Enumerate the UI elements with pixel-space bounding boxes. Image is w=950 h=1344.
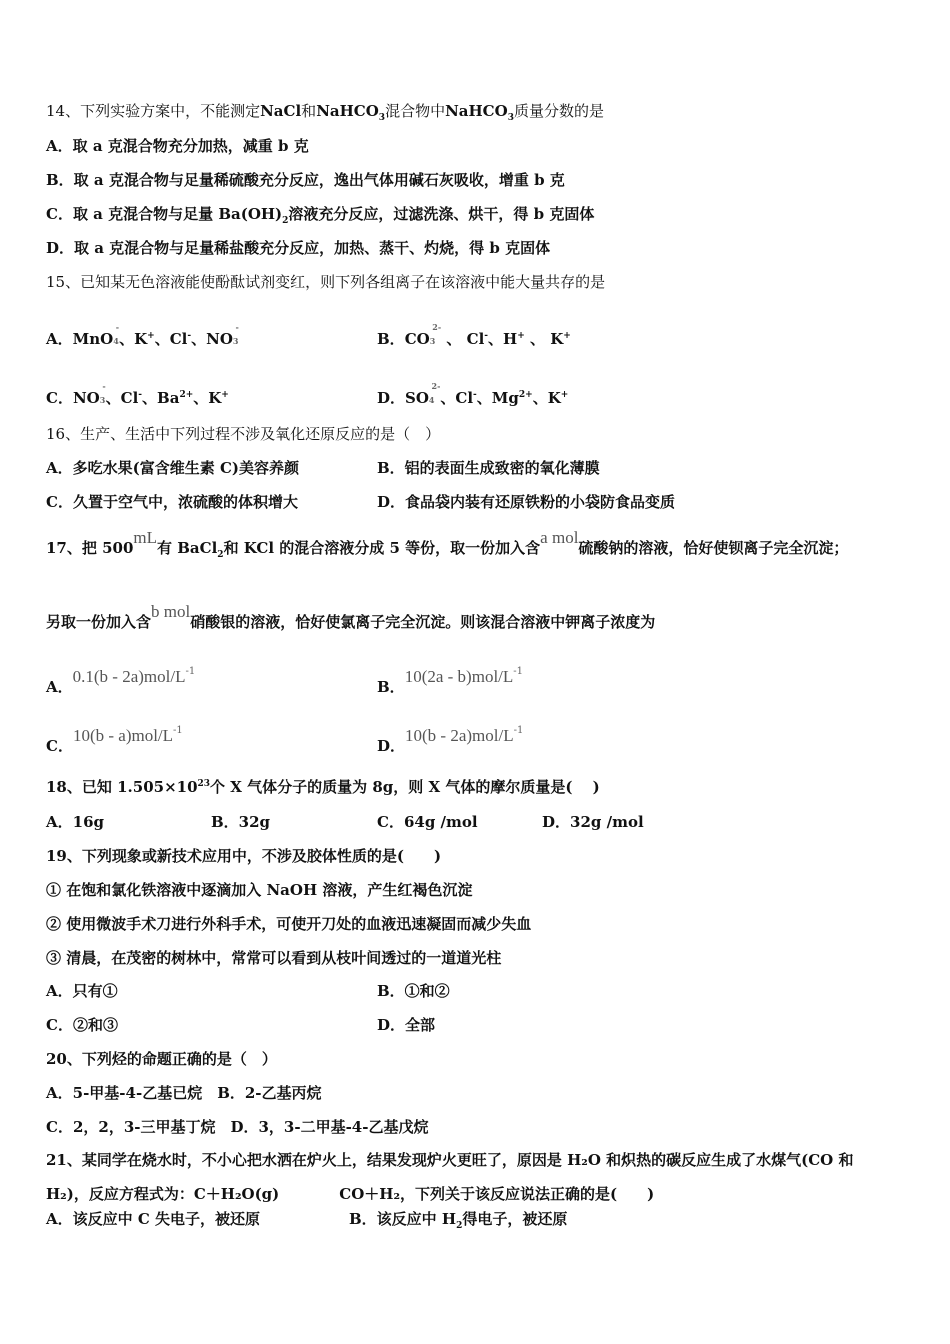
- ion-charge: -: [473, 390, 477, 400]
- ion-cl: 、Cl: [440, 389, 474, 407]
- ion-so4: SO: [405, 389, 429, 407]
- ion-cl: 、Cl: [154, 330, 188, 348]
- q15-option-b-label: B．: [377, 330, 405, 348]
- ion-charge: -: [235, 322, 239, 332]
- ion-subscript: 3: [429, 336, 436, 346]
- q14-option-c-text: C．取 a 克混合物与足量 Ba(OH): [46, 205, 283, 223]
- q20-options-cd: C．2，2，3-三甲基丁烷 D．3，3-二甲基-4-乙基戊烷: [46, 1118, 429, 1136]
- q15-option-a-label: A．: [46, 330, 73, 348]
- ion-cl: 、 Cl: [446, 330, 485, 348]
- ion-charge: +: [147, 331, 155, 341]
- q16-option-b: B．铝的表面生成致密的氧化薄膜: [377, 459, 600, 477]
- q18-exponent: 23: [197, 779, 211, 789]
- q15-option-b: [377, 317, 571, 351]
- q19-item-2: ② 使用微波手术刀进行外科手术，可使开刀处的血液迅速凝固而减少失血: [46, 915, 532, 933]
- q17-stem-line1: [46, 528, 849, 560]
- q18-option-a: A．16g: [46, 813, 105, 831]
- q19-item-3: ③ 清晨，在茂密的树林中，常常可以看到从枝叶间透过的一道道光柱: [46, 949, 502, 967]
- ion-k: 、 K: [529, 330, 564, 348]
- q14-option-a: A．取 a 克混合物充分加热，减重 b 克: [46, 137, 309, 155]
- q17-option-b: [377, 666, 524, 697]
- q21-option-b-subscript: 2: [456, 1221, 463, 1231]
- q21-stem-line2: [46, 1184, 654, 1204]
- q14-stem-text: 混合物中: [385, 102, 446, 120]
- q14-option-c-subscript: 2: [282, 216, 289, 226]
- q21-option-a: A．该反应中 C 失电子，被还原: [46, 1210, 261, 1228]
- ion-h: 、H: [488, 330, 518, 348]
- q17-option-a-label: A．: [46, 678, 73, 696]
- q15-option-d-label: D．: [377, 389, 406, 407]
- q17-stem-text: 有 BaCl: [157, 539, 218, 557]
- q17-subscript: 2: [217, 550, 224, 560]
- q17-stem-line2: [46, 602, 656, 632]
- ion-mg: 、Mg: [476, 389, 519, 407]
- q15-option-c-label: C．: [46, 389, 73, 407]
- ion-charge: -: [115, 322, 120, 332]
- q17-stem-text: 另取一份加入含: [46, 613, 152, 631]
- q14-formula-nacl: NaCl: [260, 102, 302, 120]
- q17-option-c: [46, 725, 183, 756]
- ion-charge: +: [560, 390, 569, 400]
- q19-stem: 19、下列现象或新技术应用中，不涉及胶体性质的是( ): [46, 847, 442, 865]
- q17-option-c-label: C．: [46, 737, 73, 755]
- q16-stem: 16、生产、生活中下列过程不涉及氧化还原反应的是（ ）: [46, 425, 441, 443]
- ion-charge: -: [484, 331, 489, 341]
- q17-amount-b: b mol: [151, 602, 191, 621]
- ion-subscript: 3: [232, 336, 239, 346]
- q14-formula-nahco3: NaHCO: [445, 102, 508, 120]
- ion-charge: +: [517, 331, 525, 341]
- q17-option-b-expr: 10(2a - b)mol/L: [404, 667, 514, 686]
- q18-stem: [46, 777, 600, 797]
- q17-stem-text: 17、把 500: [46, 539, 134, 557]
- q19-item-1: ① 在饱和氯化铁溶液中逐滴加入 NaOH 溶液，产生红褐色沉淀: [46, 881, 473, 899]
- q14-formula-nahco3: NaHCO: [316, 102, 379, 120]
- ion-k: 、K: [193, 389, 222, 407]
- q17-unit-ml: mL: [133, 528, 158, 547]
- q17-stem-text: 硫酸钠的溶液，恰好使钡离子完全沉淀；: [578, 539, 849, 557]
- q14-option-c-text: 溶液充分反应，过滤洗涤、烘干，得 b 克固体: [288, 205, 595, 223]
- q17-exponent: -1: [173, 725, 183, 736]
- q14-subscript: 3: [507, 113, 514, 123]
- q18-stem-text: 个 X 气体分子的质量为 8g，则 X 气体的摩尔质量是( ): [210, 778, 600, 796]
- q15-option-c: [46, 376, 229, 410]
- ion-no3: 、NO: [191, 330, 233, 348]
- ion-charge: +: [563, 331, 571, 341]
- q14-option-c: [46, 204, 594, 224]
- ion-charge: 2+: [518, 390, 533, 400]
- ion-subscript: 4: [428, 395, 435, 405]
- q17-option-a-expr: 0.1(b - 2a)mol/L: [72, 667, 186, 686]
- q14-option-b: B．取 a 克混合物与足量稀硫酸充分反应，逸出气体用碱石灰吸收，增重 b 克: [46, 171, 565, 189]
- q17-stem-text: 硝酸银的溶液，恰好使氯离子完全沉淀。则该混合溶液中钾离子浓度为: [190, 613, 656, 631]
- q18-option-c: C．64g /mol: [377, 813, 478, 831]
- ion-co3: CO: [404, 330, 430, 348]
- q21-option-b-text: 得电子，被还原: [462, 1210, 568, 1228]
- ion-ba: 、Ba: [142, 389, 180, 407]
- ion-k: 、K: [532, 389, 561, 407]
- q19-option-b: B．①和②: [377, 982, 450, 1000]
- q16-option-a: A．多吃水果(富含维生素 C)美容养颜: [46, 459, 299, 477]
- q17-option-d-expr: 10(b - 2a)mol/L: [405, 726, 514, 745]
- q17-stem-text: 和 KCl 的混合溶液分成 5 等份，取一份加入含: [223, 539, 541, 557]
- q17-exponent: -1: [513, 666, 524, 677]
- q15-stem: 15、已知某无色溶液能使酚酞试剂变红，则下列各组离子在该溶液中能大量共存的是: [46, 273, 606, 291]
- ion-charge: -: [138, 390, 143, 400]
- q21-option-b: [349, 1209, 567, 1229]
- q20-options-ab: A．5-甲基-4-乙基已烷 B．2-乙基丙烷: [46, 1084, 322, 1102]
- ion-cl: 、Cl: [105, 389, 139, 407]
- q17-amount-a: a mol: [540, 528, 579, 547]
- ion-charge: -: [102, 381, 106, 391]
- ion-charge: -: [187, 331, 192, 341]
- q17-exponent: -1: [513, 725, 524, 736]
- q20-stem: 20、下列烃的命题正确的是（ ）: [46, 1050, 277, 1068]
- ion-subscript: 4: [113, 336, 119, 346]
- q14-stem-text: 和: [301, 102, 317, 120]
- q21-equation-right: CO＋H₂，下列关于该反应说法正确的是( ): [339, 1185, 655, 1203]
- ion-charge: +: [221, 390, 229, 400]
- q21-option-b-text: B．该反应中 H: [349, 1210, 457, 1228]
- q15-option-d: [377, 376, 568, 410]
- ion-charge: 2+: [179, 390, 194, 400]
- q18-stem-text: 18、已知 1.505×10: [46, 778, 198, 796]
- q14-subscript: 3: [378, 113, 386, 123]
- q17-option-b-label: B．: [377, 678, 405, 696]
- q19-option-c: C．②和③: [46, 1016, 118, 1034]
- q17-option-c-expr: 10(b - a)mol/L: [72, 726, 174, 745]
- q21-stem-line1: 21、某同学在烧水时，不小心把水洒在炉火上，结果发现炉火更旺了，原因是 H₂O 和炽热的碳反应生成了水煤气(CO 和: [46, 1151, 854, 1169]
- q17-exponent: -1: [185, 666, 196, 677]
- q15-option-a: [46, 317, 239, 351]
- ion-subscript: 3: [99, 395, 106, 405]
- ion-k: 、K: [119, 330, 148, 348]
- ion-mno4: MnO: [72, 330, 114, 348]
- q19-option-d: D．全部: [377, 1016, 436, 1034]
- q16-option-d: D．食品袋内装有还原铁粉的小袋防食品变质: [377, 493, 676, 511]
- ion-charge: 2-: [432, 322, 442, 332]
- q14-stem: [46, 101, 604, 121]
- q17-option-d: [377, 725, 524, 756]
- q18-option-b: B．32g: [211, 813, 271, 831]
- q18-option-d: D．32g /mol: [542, 813, 644, 831]
- q21-equation-left: H₂)，反应方程式为：C＋H₂O(g): [46, 1185, 280, 1203]
- ion-no3: NO: [72, 389, 100, 407]
- q17-option-d-label: D．: [377, 737, 406, 755]
- q14-stem-text: 14、下列实验方案中，不能测定: [46, 102, 261, 120]
- q14-stem-text: 质量分数的是: [513, 102, 604, 120]
- q17-option-a: [46, 666, 196, 697]
- q19-option-a: A．只有①: [46, 982, 118, 1000]
- ion-charge: 2-: [431, 381, 441, 391]
- q16-option-c: C．久置于空气中，浓硫酸的体积增大: [46, 493, 298, 511]
- q14-option-d: D．取 a 克混合物与足量稀盐酸充分反应，加热、蒸干、灼烧，得 b 克固体: [46, 239, 551, 257]
